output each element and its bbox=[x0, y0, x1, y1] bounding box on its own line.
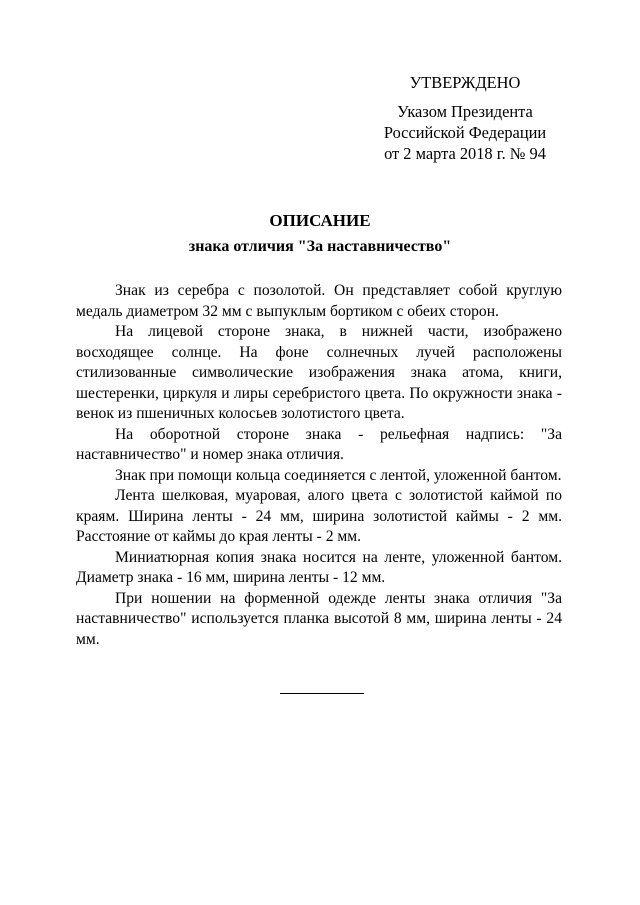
document-title: ОПИСАНИЕ bbox=[269, 211, 371, 230]
end-divider bbox=[280, 693, 364, 694]
approval-block bbox=[360, 72, 570, 164]
body-paragraph: Знак из серебра с позолотой. Он представляет собой круглую медаль диаметром 32 мм с выпуклым бортиком с обеих сторон. bbox=[76, 282, 562, 320]
approval-decree-date: от 2 марта 2018 г. № 94 bbox=[384, 144, 546, 163]
document-body bbox=[76, 281, 562, 650]
approval-line: Российской Федерации bbox=[383, 123, 547, 142]
body-paragraph: На оборотной стороне знака - рельефная надпись: "За наставничество" и номер знака отличия. bbox=[76, 425, 562, 463]
approval-stamp: УТВЕРЖДЕНО bbox=[409, 73, 521, 92]
body-paragraph: При ношении на форменной одежде ленты знака отличия "За наставничество" используется планка высотой 8 мм, ширина ленты - 24 мм. bbox=[76, 589, 562, 648]
document-heading bbox=[60, 210, 580, 257]
approval-line: Указом Президента bbox=[397, 102, 533, 121]
body-paragraph: Лента шелковая, муаровая, алого цвета с золотистой каймой по краям. Ширина ленты - 24 мм, ширина золотистой каймы - 2 мм. Расстояние от каймы до края ленты - 2 мм. bbox=[76, 487, 562, 545]
body-paragraph: На лицевой стороне знака, в нижней части, изображено восходящее солнце. На фоне солнечных лучей расположены стилизованные символические изображения знака атома, книги, шестеренки, циркуля и лиры серебристого цвета. По окружности знака - венок из пшеничных колосьев золотистого цвета. bbox=[76, 323, 562, 422]
body-paragraph: Миниатюрная копия знака носится на ленте, уложенной бантом. Диаметр знака - 16 мм, ширина ленты - 12 мм. bbox=[76, 548, 562, 586]
document-subtitle: знака отличия "За наставничество" bbox=[188, 238, 452, 255]
body-paragraph: Знак при помощи кольца соединяется с лентой, уложенной бантом. bbox=[115, 466, 562, 484]
